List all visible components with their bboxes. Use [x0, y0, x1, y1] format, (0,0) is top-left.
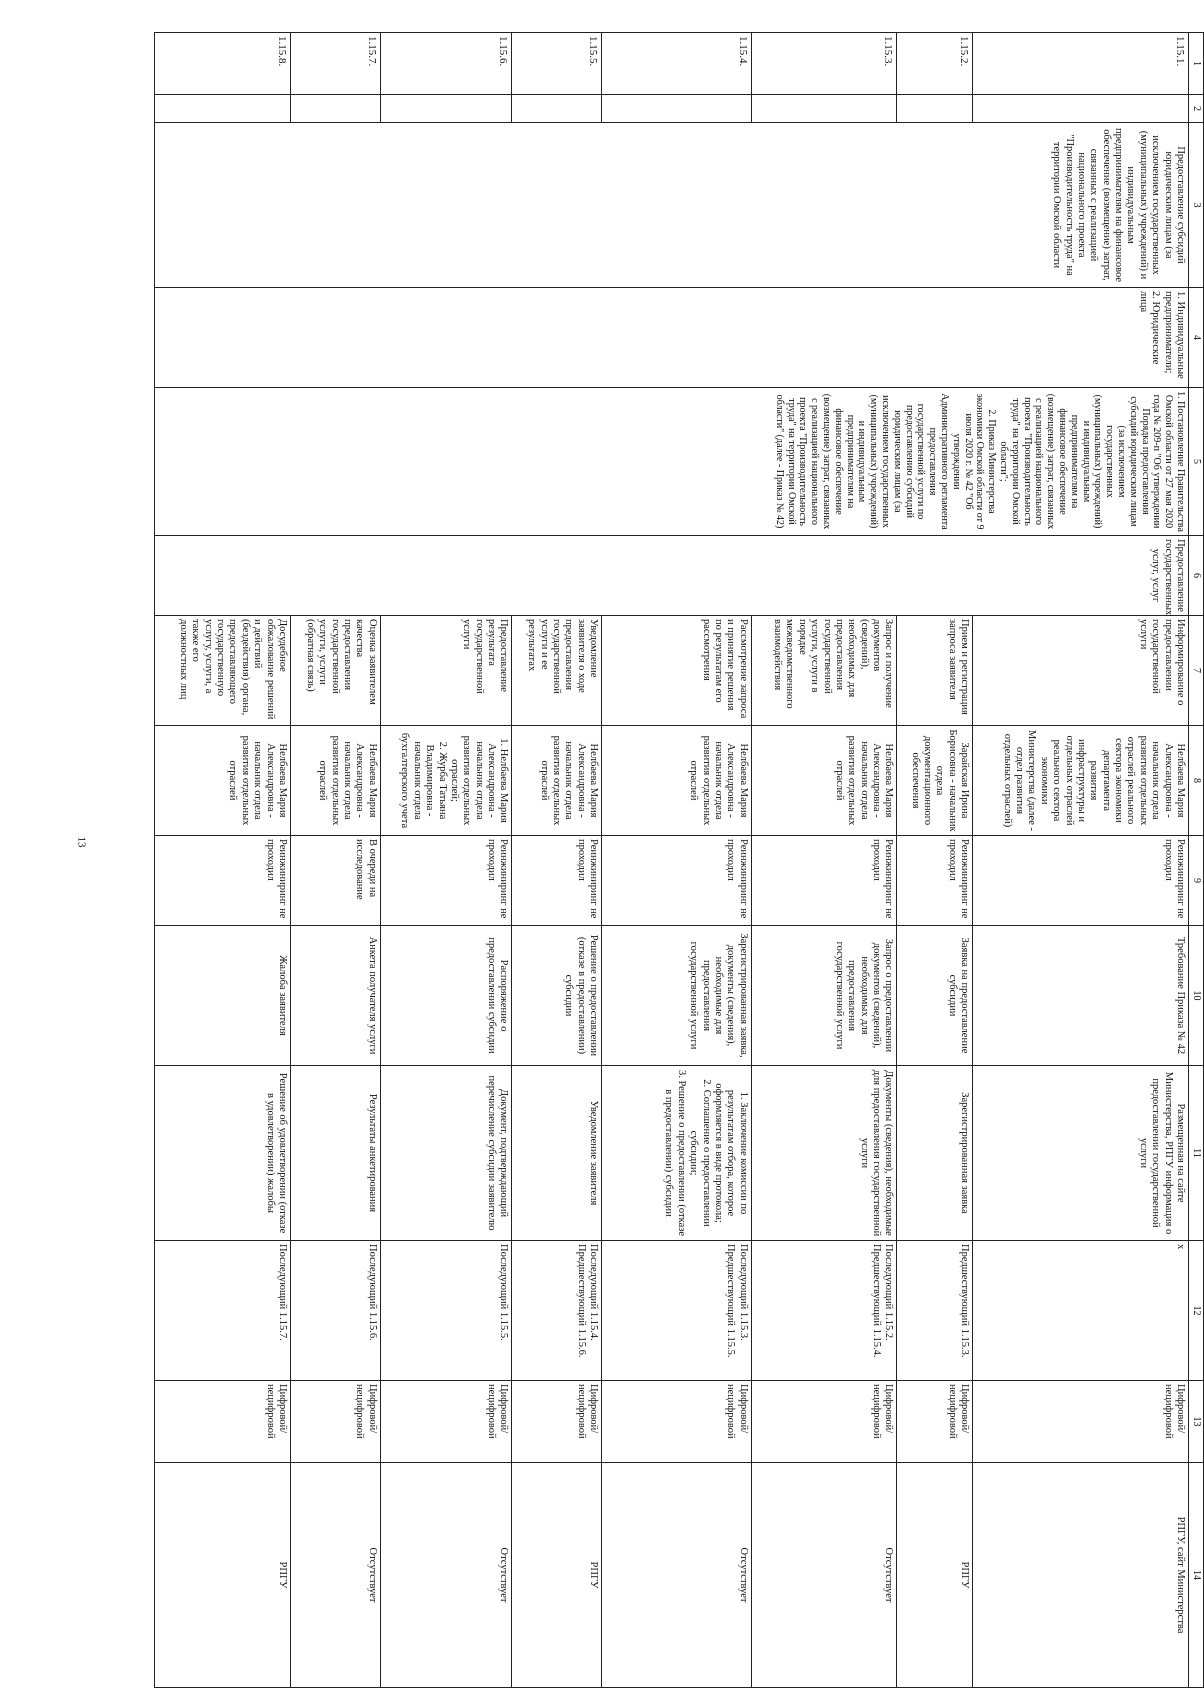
input-document: Запрос о предоставлении документов (сведений), необходимых для предоставления государственной услуги — [751, 926, 897, 1066]
step-relation: Последующий 1.15.5. — [380, 1241, 512, 1381]
row-number: 1.15.1. — [973, 33, 1189, 95]
data-format: Цифровой/нецифровой — [380, 1381, 512, 1463]
empty-cell — [512, 95, 602, 123]
table-row — [973, 33, 1189, 1688]
process-step: Запрос и получение документов (сведений), необходимых для предоставления государственной услуги, услуги в порядке межведомственного взаимодействия — [751, 616, 897, 726]
empty-cell — [973, 95, 1189, 123]
output-result: Уведомление заявителя — [512, 1066, 602, 1241]
process-step: Предоставление результата государственной услуги — [380, 616, 512, 726]
column-header: 11 — [1189, 1066, 1204, 1241]
legal-basis: 1. Постановление Правительства Омской области от 27 мая 2020 года № 209-п "Об утверждении Порядка предоставления субсидий юридическим лицам (за исключением государственных (муниципальных) учреждений) и индивидуальным предпринимателям на финансовое обеспечение (возмещение) затрат, связанных с реализацией национального проекта "Производительность труда" на территории Омской области"; 2. Приказ Министерства экономики Омской области от 9 июля 2020 г. № 42 "Об утверждении Административного регламента предоставления государственной услуги по предоставлению субсидий юридическим лицам (за исключением государственных (муниципальных) учреждений) и индивидуальным предпринимателям на финансовое обеспечение (возмещение) затрат, связанных с реализацией национального проекта "Производительность труда" на территории Омской области" (далее - Приказ № 42) — [155, 388, 1189, 536]
output-result: Документ, подтверждающий перечисление субсидии заявителю — [380, 1066, 512, 1241]
empty-cell — [380, 95, 512, 123]
row-number: 1.15.5. — [512, 33, 602, 95]
step-relation: Последующий 1.15.2. Предшествующий 1.15.4. — [751, 1241, 897, 1381]
input-document: Заявка на предоставление субсидии — [897, 926, 973, 1066]
storage-system: Отсутствует — [290, 1463, 380, 1688]
process-step: Прием и регистрация запроса заявителя — [897, 616, 973, 726]
input-document: Зарегистрированная заявка, документы (сведения), необходимые для предоставления государственной услуги — [602, 926, 751, 1066]
page-number: 13 — [75, 836, 88, 848]
column-header: 6 — [1189, 536, 1204, 616]
responsible-person: Нелбаева Мария Александровна - начальник отдела развития отдельных отраслей — [751, 726, 897, 836]
storage-system: РПГУ — [897, 1463, 973, 1688]
data-format: Цифровой/нецифровой — [751, 1381, 897, 1463]
responsible-person: Нелбаева Мария Александровна - начальник отдела развития отдельных отраслей реального сектора экономики департамента развития инфраструктуры и отдельных отраслей реального сектора экономики Министерства (далее - отдел развития отдельных отраслей) — [973, 726, 1189, 836]
input-document: Требование Приказа № 42 — [973, 926, 1189, 1066]
process-step: Досудебное обжалование решений и действий (бездействия) органа, предоставляющего государственную услугу, услуги, а также его должностных лиц — [155, 616, 291, 726]
step-relation: Предшествующий 1.15.3. — [897, 1241, 973, 1381]
process-step: Рассмотрение запроса и принятие решения по результатам его рассмотрения — [602, 616, 751, 726]
input-document: Жалоба заявителя — [155, 926, 291, 1066]
reengineering-status: Реинжиниринг не проходил — [973, 836, 1189, 926]
column-header: 7 — [1189, 616, 1204, 726]
output-result: Зарегистрированная заявка — [897, 1066, 973, 1241]
output-result: Результаты анкетирования — [290, 1066, 380, 1241]
responsible-person: Нелбаева Мария Александровна - начальник отдела развития отдельных отраслей — [155, 726, 291, 836]
data-format: Цифровой/нецифровой — [897, 1381, 973, 1463]
input-document: Распоряжение о предоставлении субсидии — [380, 926, 512, 1066]
step-relation: x — [973, 1241, 1189, 1381]
column-header: 2 — [1189, 95, 1204, 123]
empty-cell — [155, 95, 291, 123]
storage-system: РПГУ — [155, 1463, 291, 1688]
column-header: 4 — [1189, 288, 1204, 388]
process-step: Уведомление заявителя о ходе предоставления государственной услуги и ее результатах — [512, 616, 602, 726]
process-table — [154, 32, 1204, 1688]
row-number: 1.15.6. — [380, 33, 512, 95]
data-format: Цифровой/нецифровой — [973, 1381, 1189, 1463]
empty-cell — [290, 95, 380, 123]
responsible-person: Нелбаева Мария Александровна - начальник отдела развития отдельных отраслей — [290, 726, 380, 836]
empty-cell — [602, 95, 751, 123]
step-relation: Последующий 1.15.7. — [155, 1241, 291, 1381]
responsible-person: Зарайская Ирина Борисовна - начальник отдела документационного обеспечения — [897, 726, 973, 836]
reengineering-status: Реинжиниринг не проходил — [751, 836, 897, 926]
column-header: 8 — [1189, 726, 1204, 836]
output-result: 1. Заключение комиссии по результатам отбора, которое оформляется в виде протокола; 2. Соглашение о предоставлении субсидии; 3. Решение о предоставлении (отказе в предоставлении) субсидии — [602, 1066, 751, 1241]
data-format: Цифровой/нецифровой — [155, 1381, 291, 1463]
column-header: 9 — [1189, 836, 1204, 926]
step-relation: Последующий 1.15.6. — [290, 1241, 380, 1381]
row-number: 1.15.2. — [897, 33, 973, 95]
column-header: 14 — [1189, 1463, 1204, 1688]
column-header: 13 — [1189, 1381, 1204, 1463]
row-number: 1.15.3. — [751, 33, 897, 95]
data-format: Цифровой/нецифровой — [602, 1381, 751, 1463]
service-name: Предоставление субсидий юридическим лицам (за исключением государственных (муниципальных) учреждений) и индивидуальным предпринимателям на финансовое обеспечение (возмещение) затрат, связанных с реализацией национального проекта "Производительность труда" на территории Омской области — [155, 123, 1189, 288]
output-result: Размещенная на сайте Министерства, РПГУ информация о предоставлении государственной услуги — [973, 1066, 1189, 1241]
column-header: 3 — [1189, 123, 1204, 288]
storage-system: Отсутствует — [751, 1463, 897, 1688]
step-relation: Последующий 1.15.3. Предшествующий 1.15.5. — [602, 1241, 751, 1381]
empty-cell — [897, 95, 973, 123]
data-format: Цифровой/нецифровой — [512, 1381, 602, 1463]
column-header: 1 — [1189, 33, 1204, 95]
column-number-row — [1189, 33, 1204, 1688]
responsible-person: 1. Нелбаева Мария Александровна - начальник отдела развития отдельных отраслей; 2. Журба Татьяна Владимировна - начальник отдела бухгалтерского учета — [380, 726, 512, 836]
reengineering-status: Реинжиниринг не проходил — [602, 836, 751, 926]
input-document: Анкета получателя услуги — [290, 926, 380, 1066]
reengineering-status: Реинжиниринг не проходил — [155, 836, 291, 926]
process-step: Оценка заявителем качества предоставления государственной услуги, услуги (обратная связь) — [290, 616, 380, 726]
storage-system: РПГУ, сайт Министерства — [973, 1463, 1189, 1688]
step-relation: Последующий 1.15.4. Предшествующий 1.15.6. — [512, 1241, 602, 1381]
service-recipients: 1. Индивидуальные предприниматели; 2. Юридические лица — [155, 288, 1189, 388]
storage-system: Отсутствует — [380, 1463, 512, 1688]
reengineering-status: Реинжиниринг не проходил — [897, 836, 973, 926]
storage-system: Отсутствует — [602, 1463, 751, 1688]
reengineering-status: Реинжиниринг не проходил — [380, 836, 512, 926]
responsible-person: Нелбаева Мария Александровна - начальник отдела развития отдельных отраслей — [512, 726, 602, 836]
empty-cell — [751, 95, 897, 123]
process-step: Информирование о предоставлении государственной услуги — [973, 616, 1189, 726]
column-header: 10 — [1189, 926, 1204, 1066]
data-format: Цифровой/нецифровой — [290, 1381, 380, 1463]
column-header: 5 — [1189, 388, 1204, 536]
reengineering-status: Реинжиниринг не проходил — [512, 836, 602, 926]
row-number: 1.15.7. — [290, 33, 380, 95]
row-number: 1.15.8. — [155, 33, 291, 95]
service-category: Предоставление государственных услуг, услуг — [155, 536, 1189, 616]
input-document: Решение о предоставлении (отказе в предоставлении) субсидии — [512, 926, 602, 1066]
row-number: 1.15.4. — [602, 33, 751, 95]
reengineering-status: В очереди на исследование — [290, 836, 380, 926]
responsible-person: Нелбаева Мария Александровна - начальник отдела развития отдельных отраслей — [602, 726, 751, 836]
output-result: Документы (сведения), необходимые для предоставления государственной услуги — [751, 1066, 897, 1241]
column-header: 12 — [1189, 1241, 1204, 1381]
storage-system: РПГУ — [512, 1463, 602, 1688]
rotated-table-frame — [154, 32, 1204, 1687]
output-result: Решение об удовлетворении (отказе в удовлетворении) жалобы — [155, 1066, 291, 1241]
